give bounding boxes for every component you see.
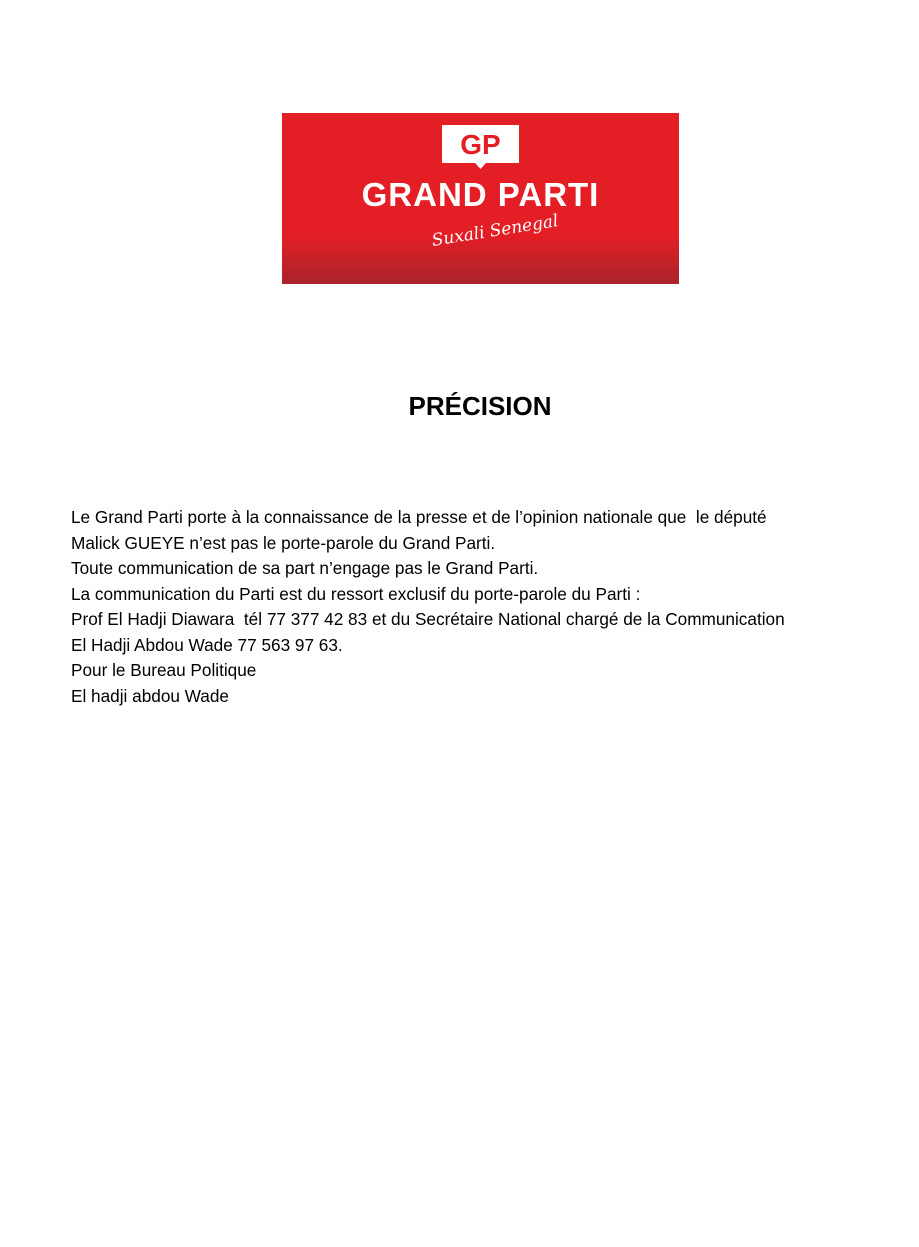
signature-intro: Pour le Bureau Politique bbox=[71, 660, 257, 680]
body-line: Toute communication de sa part n’engage pas le Grand Parti. bbox=[71, 558, 539, 578]
page-title: PRÉCISION bbox=[408, 391, 552, 421]
logo-name: GRAND PARTI bbox=[361, 176, 600, 213]
signature-name: El hadji abdou Wade bbox=[71, 685, 229, 706]
body-line: El Hadji Abdou Wade 77 563 97 63. bbox=[71, 634, 343, 655]
body-line: La communication du Parti est du ressort exclusif du porte-parole du Parti : bbox=[71, 583, 641, 604]
grand-parti-logo bbox=[282, 113, 679, 284]
logo-tagline: Suxali Senegal bbox=[430, 211, 560, 251]
body-line: Prof El Hadji Diawara tél 77 377 42 83 et du Secrétaire National chargé de la Communication bbox=[71, 609, 785, 629]
monogram-text: GP bbox=[460, 129, 501, 160]
communique-body bbox=[71, 505, 911, 709]
body-line: Malick GUEYE n’est pas le porte-parole du Grand Parti. bbox=[71, 532, 496, 553]
body-line: Le Grand Parti porte à la connaissance de la presse et de l’opinion nationale que le député bbox=[71, 507, 767, 527]
